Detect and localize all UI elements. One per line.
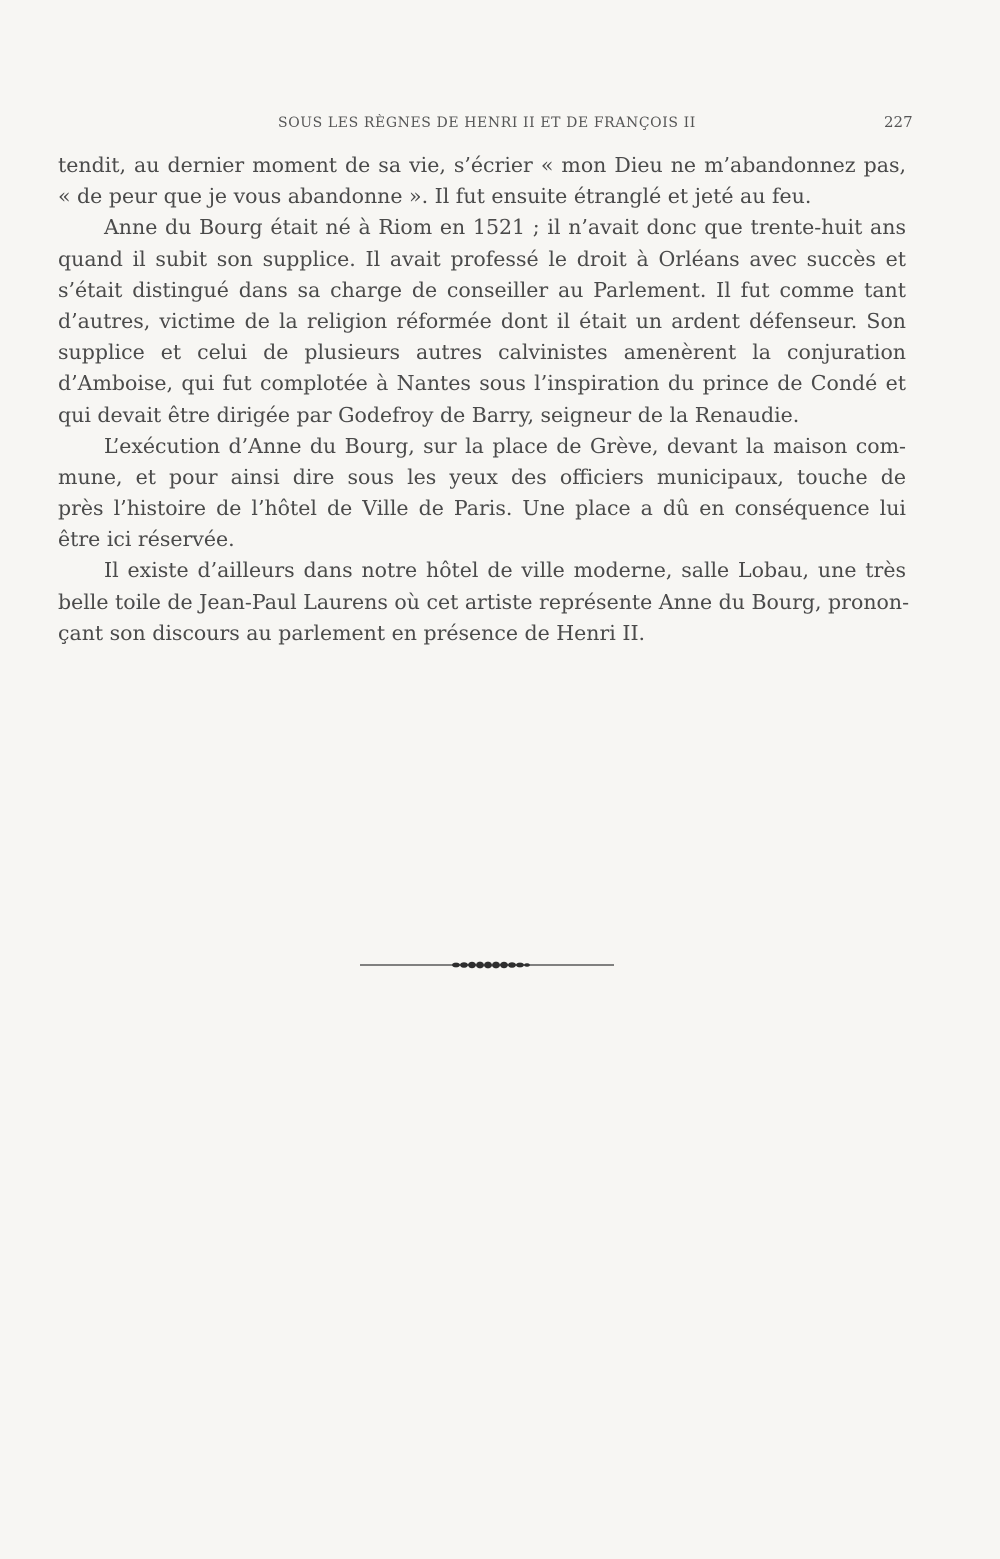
text-line: d’Amboise, qui fut complotée à Nantes sous l’inspiration du prince de Condé et — [58, 371, 906, 396]
text-line: supplice et celui de plusieurs autres calvinistes amenèrent la conjuration — [58, 340, 906, 365]
text-line: être ici réservée. — [58, 527, 235, 552]
text-line: d’autres, victime de la religion réformée dont il était un ardent défenseur. Son — [58, 308, 906, 333]
text-line: L’exécution d’Anne du Bourg, sur la place de Grève, devant la maison com- — [104, 433, 906, 458]
text-line: qui devait être dirigée par Godefroy de Barry, seigneur de la Renaudie. — [58, 402, 800, 427]
text-line: belle toile de Jean-Paul Laurens où cet artiste représente Anne du Bourg, pronon- — [58, 589, 909, 614]
text-line: çant son discours au parlement en présence de Henri II. — [58, 620, 646, 645]
text-line: s’était distingué dans sa charge de conseiller au Parlement. Il fut comme tant — [58, 277, 906, 302]
text-line: « de peur que je vous abandonne ». Il fut ensuite étranglé et jeté au feu. — [58, 184, 812, 209]
text-line: Il existe d’ailleurs dans notre hôtel de ville moderne, salle Lobau, une très — [104, 558, 906, 583]
text-line: quand il subit son supplice. Il avait professé le droit à Orléans avec succès et — [58, 246, 906, 271]
text-line: mune, et pour ainsi dire sous les yeux des officiers municipaux, touche de — [58, 464, 906, 489]
fleuron-rule-ornament — [360, 955, 614, 975]
body-text — [58, 150, 909, 649]
text-line: Anne du Bourg était né à Riom en 1521 ; il n’avait donc que trente-huit ans — [104, 215, 906, 240]
page-number: 227 — [884, 113, 913, 131]
running-title: SOUS LES RÈGNES DE HENRI II ET DE FRANÇOIS II — [278, 115, 696, 131]
text-line: près l’histoire de l’hôtel de Ville de Paris. Une place a dû en conséquence lui — [58, 496, 906, 521]
text-line: tendit, au dernier moment de sa vie, s’écrier « mon Dieu ne m’abandonnez pas, — [58, 153, 906, 177]
